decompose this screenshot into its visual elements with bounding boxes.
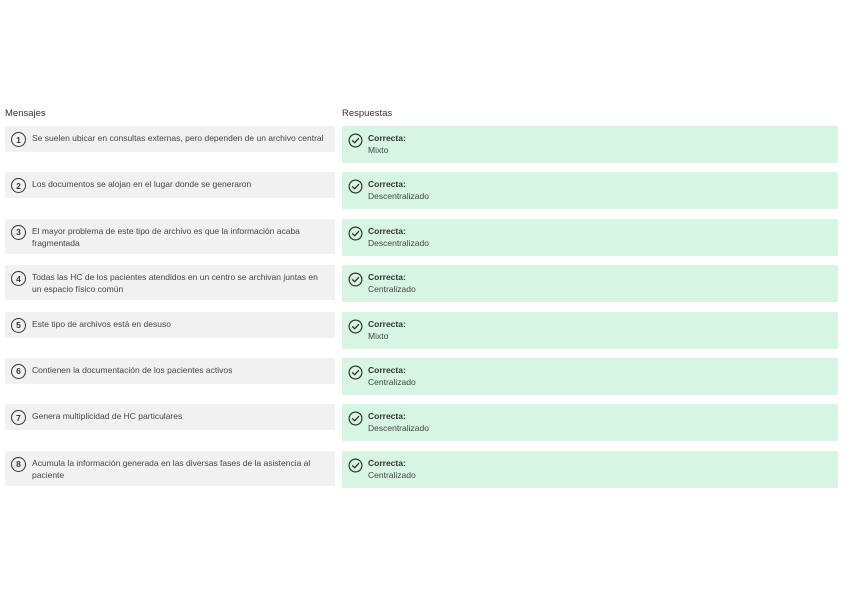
message-item	[5, 451, 335, 486]
check-circle-icon	[348, 411, 363, 426]
message-item	[5, 358, 335, 384]
message-item	[5, 126, 335, 152]
answer-value: Descentralizado	[368, 237, 429, 248]
answer-label: Correcta:	[368, 179, 406, 190]
answer-label: Correcta:	[368, 225, 406, 236]
check-circle-icon	[348, 272, 363, 287]
number-badge: 7	[11, 410, 26, 425]
answer-item	[342, 219, 838, 256]
check-circle-icon	[348, 133, 363, 148]
matching-row	[5, 358, 838, 404]
answer-item	[342, 451, 838, 488]
number-badge: 3	[11, 225, 26, 240]
message-text: El mayor problema de este tipo de archivo es que la información acaba fragmentada	[32, 225, 300, 248]
check-circle-icon	[348, 365, 363, 380]
message-text: Todas las HC de los pacientes atendidos en un centro se archivan juntas en un espacio físico común	[32, 272, 318, 295]
answer-label: Correcta:	[368, 133, 406, 143]
number-badge: 1	[11, 132, 26, 147]
answer-item	[342, 126, 838, 163]
check-circle-icon	[348, 458, 363, 473]
number-badge: 2	[11, 178, 26, 193]
check-circle-icon	[348, 179, 363, 194]
number-badge: 4	[11, 271, 26, 286]
message-item	[5, 219, 335, 254]
matching-row	[5, 451, 838, 497]
number-badge: 6	[11, 364, 26, 379]
message-text: Genera multiplicidad de HC particulares	[32, 411, 183, 422]
answer-value: Mixto	[368, 330, 389, 341]
message-item	[5, 265, 335, 300]
number-badge: 5	[11, 318, 26, 333]
message-item	[5, 312, 335, 338]
message-item	[5, 404, 335, 430]
answer-value: Descentralizado	[368, 423, 429, 434]
message-text: Los documentos se alojan en el lugar donde se generaron	[32, 179, 252, 190]
messages-header: Mensajes	[5, 108, 46, 119]
answer-item	[342, 404, 838, 441]
message-text: Acumula la información generada en las diversas fases de la asistencia al paciente	[32, 457, 311, 480]
matching-row	[5, 265, 838, 311]
answer-value: Centralizado	[368, 376, 416, 387]
matching-list	[5, 126, 838, 497]
answer-label: Correcta:	[368, 411, 406, 422]
answer-label: Correcta:	[368, 457, 406, 468]
answers-header: Respuestas	[342, 108, 393, 119]
message-item	[5, 172, 335, 198]
matching-row	[5, 172, 838, 218]
matching-row	[5, 219, 838, 265]
answer-value: Descentralizado	[368, 191, 429, 202]
answer-label: Correcta:	[368, 272, 406, 283]
matching-row	[5, 312, 838, 358]
answer-item	[342, 358, 838, 395]
answer-label: Correcta:	[368, 318, 406, 329]
message-text: Este tipo de archivos está en desuso	[32, 318, 171, 329]
answer-item	[342, 172, 838, 209]
number-badge: 8	[11, 457, 26, 472]
matching-row	[5, 404, 838, 450]
answer-item	[342, 312, 838, 349]
message-text: Se suelen ubicar en consultas externas, pero dependen de un archivo central	[32, 133, 324, 143]
check-circle-icon	[348, 226, 363, 241]
answer-value: Mixto	[368, 145, 389, 155]
answer-value: Centralizado	[368, 469, 416, 480]
answer-value: Centralizado	[368, 284, 416, 295]
answer-label: Correcta:	[368, 364, 406, 375]
check-circle-icon	[348, 319, 363, 334]
message-text: Contienen la documentación de los pacientes activos	[32, 364, 233, 375]
matching-row	[5, 126, 838, 172]
answer-item	[342, 265, 838, 302]
